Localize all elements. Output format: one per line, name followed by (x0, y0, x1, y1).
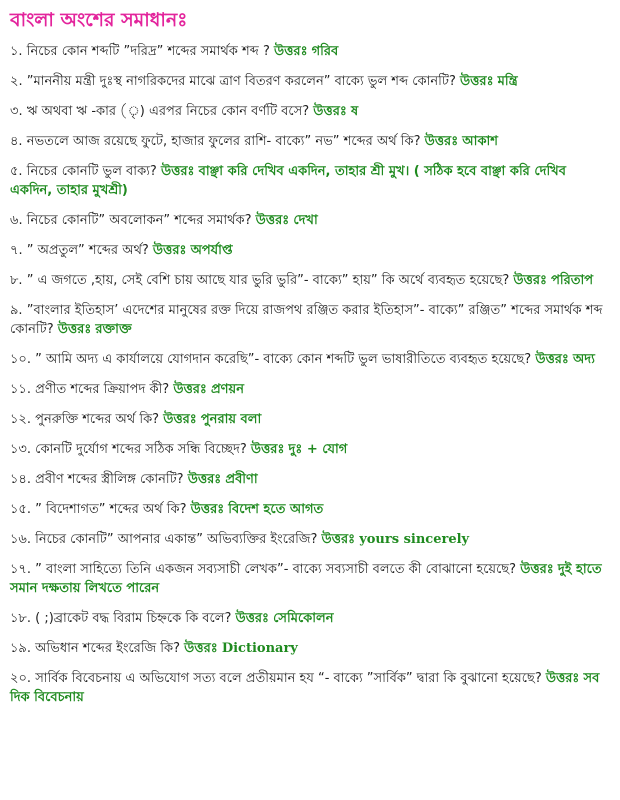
answer-label: উত্তরঃ (535, 352, 569, 367)
qa-item (10, 410, 610, 429)
question-number: ৫. (10, 164, 23, 179)
answer-text: yours sincerely (359, 532, 470, 547)
question-text: ” অপ্রতুল” শব্দের অর্থ? (26, 243, 149, 258)
answer-label: উত্তরঃ (545, 671, 580, 686)
qa-item (10, 560, 610, 598)
question-text: ( ;)ব্রাকেট বদ্ধ বিরাম চিহ্নকে কি বলে? (35, 611, 232, 626)
question-number: ৯. (10, 303, 23, 318)
answer-label: উত্তরঃ (190, 502, 225, 517)
answer-label: উত্তরঃ (424, 134, 459, 149)
answer-text: Dictionary (221, 641, 298, 656)
qa-item (10, 132, 610, 151)
question-text: নিচের কোনটি” অবলোকন” শব্দের সমার্থক? (26, 213, 252, 228)
question-number: ১৩. (10, 442, 32, 457)
answer-text: বিদেশ হতে আগত (228, 502, 324, 517)
answer-text: প্রণয়ন (210, 382, 244, 397)
qa-list (10, 42, 610, 707)
question-text: ” আমি অদ্য এ কার্যালয়ে যোগদান করেছি”- বাক্যে কোন শব্দটি ভুল ভাষারীতিতে ব্যবহৃত হয়েছে? (35, 352, 532, 367)
answer-label: উত্তরঃ (313, 104, 347, 119)
qa-item (10, 42, 610, 61)
question-number: ৮. (10, 273, 23, 288)
question-text: নিচের কোনটি” আপনার একান্ত” অভিব্যক্তির ইংরেজি? (35, 532, 318, 547)
qa-item (10, 530, 610, 549)
question-number: ২. (10, 74, 23, 89)
question-number: ২০. (10, 671, 32, 686)
question-text: ” বিদেশাগত” শব্দের অর্থ কি? (35, 502, 187, 517)
answer-label: উত্তরঃ (184, 641, 218, 656)
answer-label: উত্তরঃ (255, 213, 290, 228)
qa-item (10, 72, 610, 91)
question-text: প্রণীত শব্দের ক্রিয়াপদ কী? (35, 382, 170, 397)
qa-item (10, 470, 610, 489)
question-text: পুনরুক্তি শব্দের অর্থ কি? (35, 412, 160, 427)
answer-text: সব দিক বিবেচনায় (10, 671, 600, 705)
answer-label: উত্তরঃ (173, 382, 207, 397)
question-number: ৩. (10, 104, 23, 119)
answer-text: আকাশ (462, 134, 499, 149)
qa-item (10, 500, 610, 519)
answer-label: উত্তরঃ (274, 44, 308, 59)
answer-label: উত্তরঃ (160, 164, 195, 179)
qa-item (10, 669, 610, 707)
question-number: ১৬. (10, 532, 32, 547)
answer-text: গরিব (311, 44, 339, 59)
question-number: ১২. (10, 412, 32, 427)
question-text: কোনটি দুর্যোগ শব্দের সঠিক সন্ধি বিচ্ছেদ? (35, 442, 247, 457)
answer-text: ষ (350, 104, 359, 119)
answer-text: রক্তাক্ত (95, 322, 132, 337)
question-text: নিচের কোনটি ভুল বাক্য? (26, 164, 157, 179)
question-text: ” এ জগতে ,হায়, সেই বেশি চায় আছে যার ভুরি ভুরি”- বাক্যে” হায়” কি অর্থে ব্যবহৃত হয়েছে? (26, 273, 510, 288)
question-number: ১১. (10, 382, 32, 397)
question-text: ঋ অথবা ঋ -কার (ৃ) এরপর নিচের কোন বর্ণটি বসে? (26, 104, 310, 119)
question-number: ৪. (10, 134, 23, 149)
answer-text: বাঞ্ছা করি দেখিব একদিন, তাহার শ্রী মুখ। ( সঠিক হবে বাঞ্ছা করি দেখিব একদিন, তাহার মুখশ্রী) (10, 164, 566, 198)
answer-label: উত্তরঃ (513, 273, 547, 288)
question-text: ”বাংলার ইতিহাস’ এদেশের মানুষের রক্ত দিয়ে রাজপথ রঞ্জিত করার ইতিহাস”- বাক্যে” রঞ্জিত” শব্দের সমার্থক শব্দ কোনটি? (10, 303, 603, 337)
answer-label: উত্তরঃ (321, 532, 356, 547)
answer-label: উত্তরঃ (163, 412, 197, 427)
question-text: সার্বিক বিবেচনায় এ অভিযোগ সত্য বলে প্রতীয়মান হয “- বাক্যে ”সার্বিক” দ্বারা কি বুঝানো হয়েছে? (35, 671, 542, 686)
question-text: ” বাংলা সাহিত্যে তিনি একজন সব্যসাচী লেখক”- বাক্যে সব্যসাচী বলতে কী বোঝানো হয়েছে? (35, 562, 517, 577)
qa-item (10, 609, 610, 628)
section-title: বাংলা অংশের সমাধানঃ (10, 9, 188, 31)
qa-item (10, 271, 610, 290)
answer-label: উত্তরঃ (235, 611, 269, 626)
answer-text: দুই হাতে সমান দক্ষতায় লিখতে পারেন (10, 562, 602, 596)
qa-item (10, 162, 610, 200)
question-text: ”মাননীয় মন্ত্রী দুঃস্থ নাগরিকদের মাঝে ত্রাণ বিতরণ করলেন” বাক্যে ভুল শব্দ কোনটি? (26, 74, 456, 89)
question-number: ১৯. (10, 641, 32, 656)
qa-item (10, 440, 610, 459)
answer-text: মন্ত্রি (497, 74, 518, 89)
qa-item (10, 639, 610, 658)
question-number: ১৪. (10, 472, 32, 487)
answer-text: অপর্যাপ্ত (190, 243, 233, 258)
question-number: ১৭. (10, 562, 32, 577)
answer-text: পরিতাপ (551, 273, 594, 288)
answer-text: সেমিকোলন (273, 611, 334, 626)
question-text: নিচের কোন শব্দটি ”দরিদ্র” শব্দের সমার্থক শব্দ ? (26, 44, 270, 59)
answer-text: দেখা (293, 213, 318, 228)
question-text: প্রবীণ শব্দের স্ত্রীলিঙ্গ কোনটি? (35, 472, 184, 487)
answer-label: উত্তরঃ (152, 243, 187, 258)
question-text: অভিধান শব্দের ইংরেজি কি? (35, 641, 181, 656)
answer-text: প্রবীণা (225, 472, 258, 487)
question-number: ১০. (10, 352, 32, 367)
question-number: ১৮. (10, 611, 32, 626)
answer-label: উত্তরঃ (187, 472, 222, 487)
answer-text: পুনরায় বলা (200, 412, 262, 427)
qa-item (10, 211, 610, 230)
question-number: ৬. (10, 213, 23, 228)
qa-item (10, 241, 610, 260)
question-number: ১৫. (10, 502, 32, 517)
question-text: নভতলে আজ রয়েছে ফুটে, হাজার ফুলের রাশি- বাক্যে” নভ” শব্দের অর্থ কি? (26, 134, 421, 149)
answer-text: দুঃ + যোগ (288, 442, 348, 457)
answer-text: অদ্য (573, 352, 595, 367)
question-number: ১. (10, 44, 23, 59)
question-number: ৭. (10, 243, 23, 258)
qa-item (10, 380, 610, 399)
answer-label: উত্তরঃ (520, 562, 554, 577)
qa-item (10, 301, 610, 339)
qa-item (10, 350, 610, 369)
qa-item (10, 102, 610, 121)
answer-label: উত্তরঃ (250, 442, 285, 457)
answer-label: উত্তরঃ (460, 74, 494, 89)
answer-label: উত্তরঃ (57, 322, 92, 337)
